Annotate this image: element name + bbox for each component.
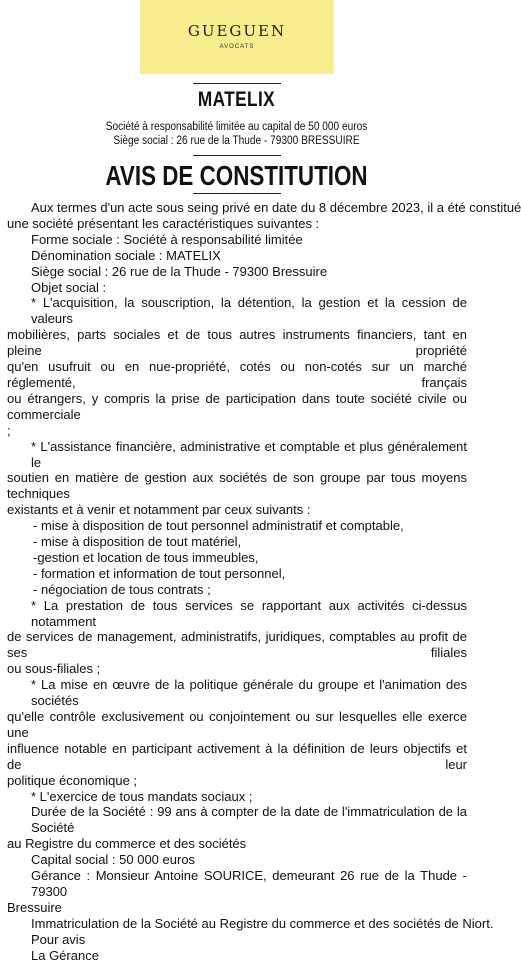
body-line: * La prestation de tous services se rapportant aux activités ci-dessus notamment (31, 597, 467, 629)
body-line: Capital social : 50 000 euros (31, 852, 196, 868)
body-line: - mise à disposition de tout personnel administratif et comptable, (33, 518, 404, 534)
body-line: soutien en matière de gestion aux sociétés de son groupe par tous moyens techniques (7, 470, 467, 502)
body-line: Dénomination sociale : MATELIX (31, 247, 221, 263)
body-line: Forme sociale : Société à responsabilité limitée (31, 231, 303, 247)
body-line: influence notable en participant activement à la définition de leurs objectifs et de leur (7, 740, 467, 772)
company-registered-office: Siège social : 26 rue de la Thude - 79300 BRESSUIRE (113, 135, 360, 147)
company-legal-form: Société à responsabilité limitée au capital de 50 000 euros (105, 121, 368, 133)
body-line: au Registre du commerce et des sociétés (7, 836, 247, 852)
company-name: MATELIX (197, 88, 276, 111)
body-line: -gestion et location de tous immeubles, (33, 549, 259, 565)
divider-middle (193, 155, 281, 156)
body-line: une société présentant les caractéristiques suivantes : (7, 215, 320, 231)
body-line: Immatriculation de la Société au Registre du commerce et des sociétés de Niort. (31, 915, 494, 931)
notice-title: AVIS DE CONSTITUTION (105, 160, 368, 191)
body-line: * L'assistance financière, administrative et comptable et plus généralement le (31, 438, 467, 470)
body-line: Durée de la Société : 99 ans à compter de la date de l'immatriculation de la Société (31, 804, 467, 836)
divider-bottom (193, 193, 281, 194)
body-line: Objet social : (31, 279, 107, 295)
body-line: * La mise en œuvre de la politique générale du groupe et l'animation des sociétés (31, 677, 467, 709)
body-line: politique économique ; (7, 772, 138, 788)
logo-subtitle: AVOCATS (219, 44, 255, 50)
body-line: Bressuire (7, 899, 62, 915)
notice-body (7, 200, 521, 964)
divider-top (193, 83, 281, 84)
body-line: existants et à venir et notamment par ceux suivants : (7, 502, 311, 518)
body-line: * L'acquisition, la souscription, la détention, la gestion et la cession de valeurs (31, 295, 467, 327)
body-line: * L'exercice de tous mandats sociaux ; (31, 788, 253, 804)
body-line: de services de management, administratifs, juridiques, comptables au profit de ses filiales (7, 629, 467, 661)
body-line: qu'en usufruit ou en nue-propriété, cotés ou non-cotés sur un marché réglementé, français (7, 359, 467, 390)
body-line: - négociation de tous contrats ; (33, 581, 211, 597)
body-line: Gérance : Monsieur Antoine SOURICE, demeurant 26 rue de la Thude - 79300 (31, 868, 467, 899)
body-line: ; (7, 422, 11, 438)
body-line: - formation et information de tout personnel, (33, 565, 286, 581)
body-line: La Gérance (31, 947, 99, 963)
body-line: - mise à disposition de tout matériel, (33, 534, 242, 550)
body-line: Siège social : 26 rue de la Thude - 79300 Bressuire (31, 263, 328, 279)
logo-name: GUEGUEN (187, 22, 287, 40)
body-line: qu'elle contrôle exclusivement ou conjointement ou sur lesquelles elle exerce une (7, 709, 467, 740)
body-line: ou sous-filiales ; (7, 661, 101, 677)
body-line: Pour avis (31, 931, 86, 947)
body-line: mobilières, parts sociales et de tous autres instruments financiers, tant en pleine propriété (7, 327, 467, 359)
body-line: ou étrangers, y compris la prise de participation dans toute société civile ou commerciale (7, 390, 467, 422)
law-firm-logo (140, 0, 334, 74)
body-line: Aux termes d'un acte sous seing privé en date du 8 décembre 2023, il a été constitué (31, 200, 521, 215)
